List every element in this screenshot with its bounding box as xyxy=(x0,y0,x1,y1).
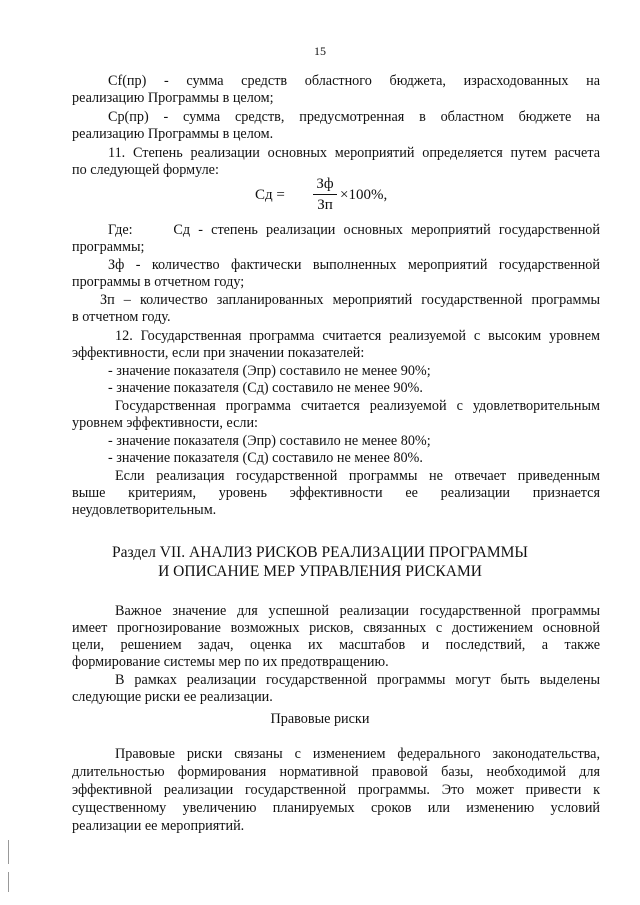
subheading-legal-risks: Правовые риски xyxy=(270,711,370,727)
formula-denominator: Зп xyxy=(317,197,333,213)
section-heading-line-1: Раздел VII. АНАЛИЗ РИСКОВ РЕАЛИЗАЦИИ ПРОГРАММЫ xyxy=(112,544,528,561)
text-line: Зп – количество запланированных мероприятий государственной программы xyxy=(100,292,600,308)
formula-fraction xyxy=(313,176,337,214)
page-number: 15 xyxy=(314,44,326,58)
text-line: программы в отчетном году; xyxy=(72,274,245,290)
text-line: по следующей формуле: xyxy=(72,162,219,178)
scan-margin-mark xyxy=(8,840,9,864)
text-line: 12. Государственная программа считается реализуемой с высоким уровнем xyxy=(115,328,600,344)
text-line: - значение показателя (Эпр) составило не менее 90%; xyxy=(108,363,431,379)
text-line: выше критериям, уровень эффективности ее реализации признается xyxy=(72,485,600,501)
text-line: формирование системы мер по их предотвращению. xyxy=(72,654,389,670)
scan-margin-mark xyxy=(8,872,9,892)
text-line: длительностью формирования нормативной правовой базы, необходимой для xyxy=(72,764,600,780)
text-line: Важное значение для успешной реализации государственной программы xyxy=(115,603,600,619)
text-line: следующие риски ее реализации. xyxy=(72,689,273,705)
text-line: неудовлетворительным. xyxy=(72,502,217,518)
text-line: существенному увеличению планируемых сроков или изменению условий xyxy=(72,800,600,816)
text-line: эффективной реализации государственной программы. Это может привести к xyxy=(72,782,600,798)
text-line: - значение показателя (Сд) составило не менее 80%. xyxy=(108,450,423,466)
formula-rhs: ×100%, xyxy=(340,187,388,203)
text-line: имеет прогнозирование возможных рисков, связанных с достижением основной xyxy=(72,620,600,636)
fraction-bar xyxy=(313,194,337,195)
text-line: Государственная программа считается реализуемой с удовлетворительным xyxy=(115,398,600,414)
formula-lhs: Сд = xyxy=(255,187,285,203)
text-line: - значение показателя (Сд) составило не менее 90%. xyxy=(108,380,423,396)
formula-numerator: Зф xyxy=(316,176,334,192)
text-line: Зф - количество фактически выполненных мероприятий государственной xyxy=(108,257,600,273)
section-heading-line-2: И ОПИСАНИЕ МЕР УПРАВЛЕНИЯ РИСКАМИ xyxy=(158,563,482,580)
text-line: программы; xyxy=(72,239,145,255)
text-line: уровнем эффективности, если: xyxy=(72,415,258,431)
text-line: цели, решением задач, оценка их масштабов и последствий, а также xyxy=(72,637,600,653)
text-line: 11. Степень реализации основных мероприятий определяется путем расчета xyxy=(108,145,600,161)
text-line: в отчетном году. xyxy=(72,309,171,325)
text-line: реализацию Программы в целом. xyxy=(72,126,274,142)
text-line: - значение показателя (Эпр) составило не менее 80%; xyxy=(108,433,431,449)
text-line: реализацию Программы в целом; xyxy=(72,90,274,106)
text-line: реализации ее мероприятий. xyxy=(72,818,245,834)
text-line: Cf(пр) - сумма средств областного бюджета, израсходованных на xyxy=(108,73,600,89)
text-line: Где: Сд - степень реализации основных мероприятий государственной xyxy=(108,222,600,238)
text-line: Если реализация государственной программы не отвечает приведенным xyxy=(115,468,600,484)
text-line: Правовые риски связаны с изменением федерального законодательства, xyxy=(115,746,600,762)
text-line: В рамках реализации государственной программы могут быть выделены xyxy=(115,672,600,688)
text-line: эффективности, если при значении показателей: xyxy=(72,345,365,361)
text-line: Ср(пр) - сумма средств, предусмотренная в областном бюджете на xyxy=(108,109,600,125)
